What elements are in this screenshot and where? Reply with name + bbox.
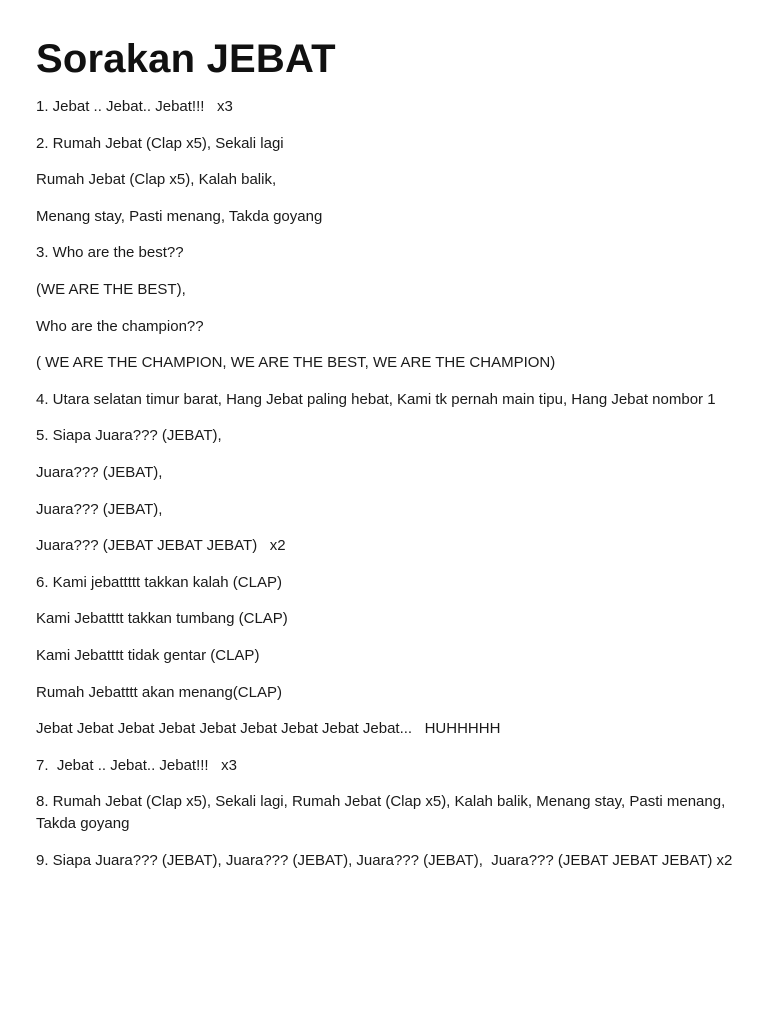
chant-line-15: Kami Jebatttt takkan tumbang (CLAP) — [36, 610, 288, 628]
page-title: Sorakan JEBAT — [36, 37, 336, 81]
chant-line-8: ( WE ARE THE CHAMPION, WE ARE THE BEST, WE ARE THE CHAMPION) — [36, 354, 556, 372]
chant-line-6: (WE ARE THE BEST), — [36, 280, 186, 298]
chant-line-18: Jebat Jebat Jebat Jebat Jebat Jebat Jebat Jebat Jebat... HUHHHHH — [36, 720, 501, 738]
chant-line-9: 4. Utara selatan timur barat, Hang Jebat paling hebat, Kami tk pernah main tipu, Hang Jebat nombor 1 — [36, 390, 716, 408]
chant-line-4: Menang stay, Pasti menang, Takda goyang — [36, 207, 323, 225]
chant-line-5: 3. Who are the best?? — [36, 244, 184, 262]
chant-line-16: Kami Jebatttt tidak gentar (CLAP) — [36, 646, 260, 664]
chant-line-10: 5. Siapa Juara??? (JEBAT), — [36, 427, 222, 445]
chant-line-11: Juara??? (JEBAT), — [36, 463, 163, 481]
document — [36, 34, 736, 886]
chant-line-12: Juara??? (JEBAT), — [36, 500, 163, 518]
chant-line-1: 1. Jebat .. Jebat.. Jebat!!! x3 — [36, 98, 233, 115]
chant-line-14: 6. Kami jebattttt takkan kalah (CLAP) — [36, 573, 282, 591]
chant-line-20: 8. Rumah Jebat (Clap x5), Sekali lagi, Rumah Jebat (Clap x5), Kalah balik, Menang stay, Pasti menang, Takda goyang — [36, 793, 730, 833]
chant-line-19: 7. Jebat .. Jebat.. Jebat!!! x3 — [36, 756, 237, 774]
chant-line-21: 9. Siapa Juara??? (JEBAT), Juara??? (JEBAT), Juara??? (JEBAT), Juara??? (JEBAT JEBAT JEBAT) x2 — [36, 851, 733, 869]
chant-line-13: Juara??? (JEBAT JEBAT JEBAT) x2 — [36, 537, 286, 555]
chant-line-7: Who are the champion?? — [36, 317, 204, 335]
chant-line-2: 2. Rumah Jebat (Clap x5), Sekali lagi — [36, 134, 284, 152]
chant-list — [36, 96, 736, 872]
chant-line-17: Rumah Jebatttt akan menang(CLAP) — [36, 683, 282, 701]
chant-line-3: Rumah Jebat (Clap x5), Kalah balik, — [36, 171, 277, 189]
